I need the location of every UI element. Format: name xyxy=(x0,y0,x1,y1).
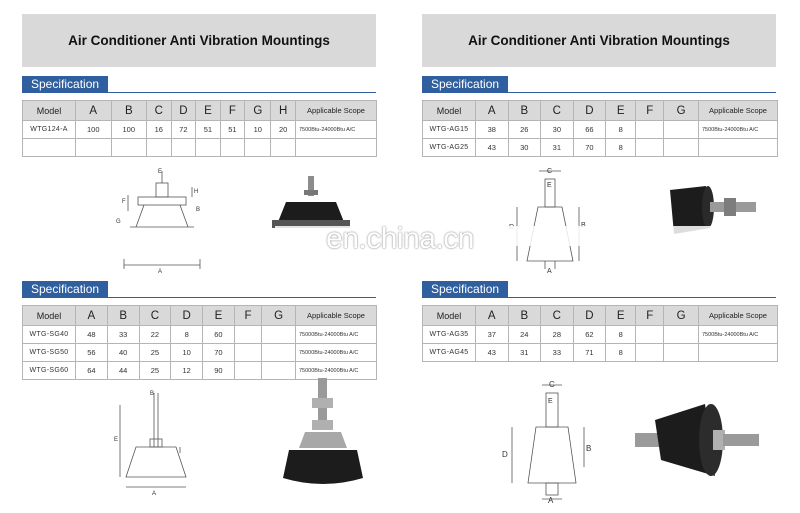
cell: 30 xyxy=(541,121,574,139)
col-a: A xyxy=(76,101,112,121)
cell: 8 xyxy=(606,139,636,157)
cell xyxy=(111,139,147,157)
spec-table-bl xyxy=(22,305,377,380)
cell xyxy=(699,344,778,362)
cell: 43 xyxy=(476,139,509,157)
spec-table-br xyxy=(422,305,778,362)
specification-label-bl: Specification xyxy=(22,281,108,297)
dim-label-e: E xyxy=(547,182,552,189)
table-row xyxy=(423,344,778,362)
cell xyxy=(664,121,699,139)
cell: 70 xyxy=(573,139,606,157)
cell xyxy=(636,326,664,344)
col-f: F xyxy=(636,101,664,121)
cell: 20 xyxy=(271,121,296,139)
cell: 38 xyxy=(476,121,509,139)
col-c: C xyxy=(147,101,172,121)
bracket-mount-drawing xyxy=(100,165,220,275)
col-b: B xyxy=(107,306,139,326)
dim-label-a: A xyxy=(152,491,157,497)
cell: 10 xyxy=(245,121,271,139)
col-scope: Applicable Scope xyxy=(296,101,377,121)
col-e: E xyxy=(606,101,636,121)
table-row xyxy=(23,362,377,380)
cell: WTG-AG15 xyxy=(423,121,476,139)
page-title-right: Air Conditioner Anti Vibration Mountings xyxy=(422,14,776,67)
col-e: E xyxy=(606,306,636,326)
dim-label-b: B xyxy=(196,207,201,213)
dim-label-b: B xyxy=(586,444,592,453)
cell: 31 xyxy=(508,344,541,362)
leveling-foot-drawing xyxy=(110,385,200,500)
cell: WTG-AG25 xyxy=(423,139,476,157)
cell: WTG-SG50 xyxy=(23,344,76,362)
col-e: E xyxy=(196,101,221,121)
page-title-left: Air Conditioner Anti Vibration Mountings xyxy=(22,14,376,67)
cell: 66 xyxy=(573,121,606,139)
cell: 7500Btu-24000Btu A/C xyxy=(699,326,778,344)
cell: 100 xyxy=(76,121,112,139)
spec-divider-br xyxy=(422,297,776,298)
col-scope: Applicable Scope xyxy=(699,306,778,326)
cell: 51 xyxy=(220,121,245,139)
col-scope: Applicable Scope xyxy=(296,306,377,326)
col-a: A xyxy=(476,101,509,121)
col-model: Model xyxy=(423,101,476,121)
cell: 16 xyxy=(147,121,172,139)
cell: WTG-SG40 xyxy=(23,326,76,344)
cell xyxy=(220,139,245,157)
col-d: D xyxy=(573,306,606,326)
cell: 72 xyxy=(171,121,196,139)
dim-label-g: G xyxy=(116,219,121,225)
cell xyxy=(245,139,271,157)
cell: WTG-AG35 xyxy=(423,326,476,344)
col-c: C xyxy=(541,306,574,326)
cone-mount-drawing xyxy=(505,165,595,275)
cell xyxy=(271,139,296,157)
cell xyxy=(636,121,664,139)
dim-label-h: H xyxy=(194,189,199,195)
cell: 25 xyxy=(139,362,171,380)
cell: 30 xyxy=(508,139,541,157)
cell: 7500Btu-24000Btu A/C xyxy=(699,121,778,139)
cell: 8 xyxy=(171,326,203,344)
dim-label-c: C xyxy=(547,168,553,175)
spec-table-tl xyxy=(22,100,377,157)
col-g: G xyxy=(262,306,296,326)
watermark-band-right xyxy=(505,226,765,246)
watermark-text: en.china.cn xyxy=(326,222,474,255)
cell: 22 xyxy=(139,326,171,344)
dim-label-e: E xyxy=(114,437,119,443)
table-row xyxy=(23,121,377,139)
cell xyxy=(76,139,112,157)
cell xyxy=(636,139,664,157)
cell: 25 xyxy=(139,344,171,362)
table-row xyxy=(23,326,377,344)
cell: 75000Btu-24000Btu A/C xyxy=(296,362,377,380)
specification-label-br: Specification xyxy=(422,281,508,297)
cylinder-mount-drawing xyxy=(498,375,608,505)
col-g: G xyxy=(245,101,271,121)
col-a: A xyxy=(476,306,509,326)
cell xyxy=(296,139,377,157)
table-row xyxy=(23,139,377,157)
cell: 8 xyxy=(606,326,636,344)
cell: 33 xyxy=(107,326,139,344)
cell xyxy=(636,344,664,362)
col-f: F xyxy=(220,101,245,121)
cylinder-mount-photo xyxy=(635,398,765,488)
col-g: G xyxy=(664,101,699,121)
dim-label-e: E xyxy=(548,398,553,405)
table-header-row xyxy=(423,306,778,326)
dim-label-e: E xyxy=(158,169,163,175)
cell: 75000Btu-24000Btu A/C xyxy=(296,326,377,344)
table-row xyxy=(423,139,778,157)
cell: 75000Btu-24000Btu A/C xyxy=(296,344,377,362)
cell xyxy=(664,344,699,362)
col-model: Model xyxy=(23,101,76,121)
col-c: C xyxy=(139,306,171,326)
cell xyxy=(664,139,699,157)
cell xyxy=(234,344,261,362)
cell: 28 xyxy=(541,326,574,344)
cell: 10 xyxy=(171,344,203,362)
cell: 43 xyxy=(476,344,509,362)
cell: 37 xyxy=(476,326,509,344)
cell xyxy=(23,139,76,157)
leveling-foot-photo xyxy=(275,378,370,498)
cell: 64 xyxy=(76,362,108,380)
cell: WTG-AG45 xyxy=(423,344,476,362)
col-f: F xyxy=(234,306,261,326)
cell xyxy=(171,139,196,157)
col-b: B xyxy=(508,101,541,121)
cell: 56 xyxy=(76,344,108,362)
cell: 7500Btu-24000Btu A/C xyxy=(296,121,377,139)
table-header-row xyxy=(23,306,377,326)
col-d: D xyxy=(171,306,203,326)
cell: 48 xyxy=(76,326,108,344)
col-b: B xyxy=(111,101,147,121)
cell xyxy=(234,326,261,344)
spec-divider-tr xyxy=(422,92,776,93)
col-scope: Applicable Scope xyxy=(699,101,778,121)
cell: 26 xyxy=(508,121,541,139)
cell xyxy=(262,326,296,344)
table-row xyxy=(423,121,778,139)
cell: 31 xyxy=(541,139,574,157)
cell: WTG-SG60 xyxy=(23,362,76,380)
col-g: G xyxy=(664,306,699,326)
col-e: E xyxy=(203,306,235,326)
table-row xyxy=(423,326,778,344)
dim-label-a: A xyxy=(547,268,552,275)
table-header-row xyxy=(423,101,778,121)
col-f: F xyxy=(636,306,664,326)
cell: 33 xyxy=(541,344,574,362)
col-b: B xyxy=(508,306,541,326)
cell: 60 xyxy=(203,326,235,344)
cell: 62 xyxy=(573,326,606,344)
cell: 71 xyxy=(573,344,606,362)
cell xyxy=(262,344,296,362)
cell xyxy=(196,139,221,157)
cell xyxy=(699,139,778,157)
cell xyxy=(262,362,296,380)
cell: 8 xyxy=(606,121,636,139)
table-header-row xyxy=(23,101,377,121)
col-model: Model xyxy=(423,306,476,326)
cell: 40 xyxy=(107,344,139,362)
cell: 24 xyxy=(508,326,541,344)
cell: 44 xyxy=(107,362,139,380)
table-row xyxy=(23,344,377,362)
col-d: D xyxy=(573,101,606,121)
col-d: D xyxy=(171,101,196,121)
cell xyxy=(664,326,699,344)
spec-divider-tl xyxy=(22,92,376,93)
spec-divider-bl xyxy=(22,297,376,298)
spec-table-tr xyxy=(422,100,778,157)
dim-label-b: B xyxy=(150,391,155,397)
cell: 100 xyxy=(111,121,147,139)
cell: 70 xyxy=(203,344,235,362)
cell: 90 xyxy=(203,362,235,380)
dim-label-d: D xyxy=(502,450,508,459)
cell xyxy=(147,139,172,157)
col-model: Model xyxy=(23,306,76,326)
col-c: C xyxy=(541,101,574,121)
dim-label-c: C xyxy=(549,380,555,389)
col-a: A xyxy=(76,306,108,326)
specification-label-tl: Specification xyxy=(22,76,108,92)
cell: 12 xyxy=(171,362,203,380)
cell: 8 xyxy=(606,344,636,362)
cell: WTG124-A xyxy=(23,121,76,139)
dim-label-f: F xyxy=(122,199,126,205)
specification-label-tr: Specification xyxy=(422,76,508,92)
cell xyxy=(234,362,261,380)
cell: 51 xyxy=(196,121,221,139)
dim-label-a: A xyxy=(158,269,163,275)
dim-label-a: A xyxy=(548,496,554,505)
col-h: H xyxy=(271,101,296,121)
